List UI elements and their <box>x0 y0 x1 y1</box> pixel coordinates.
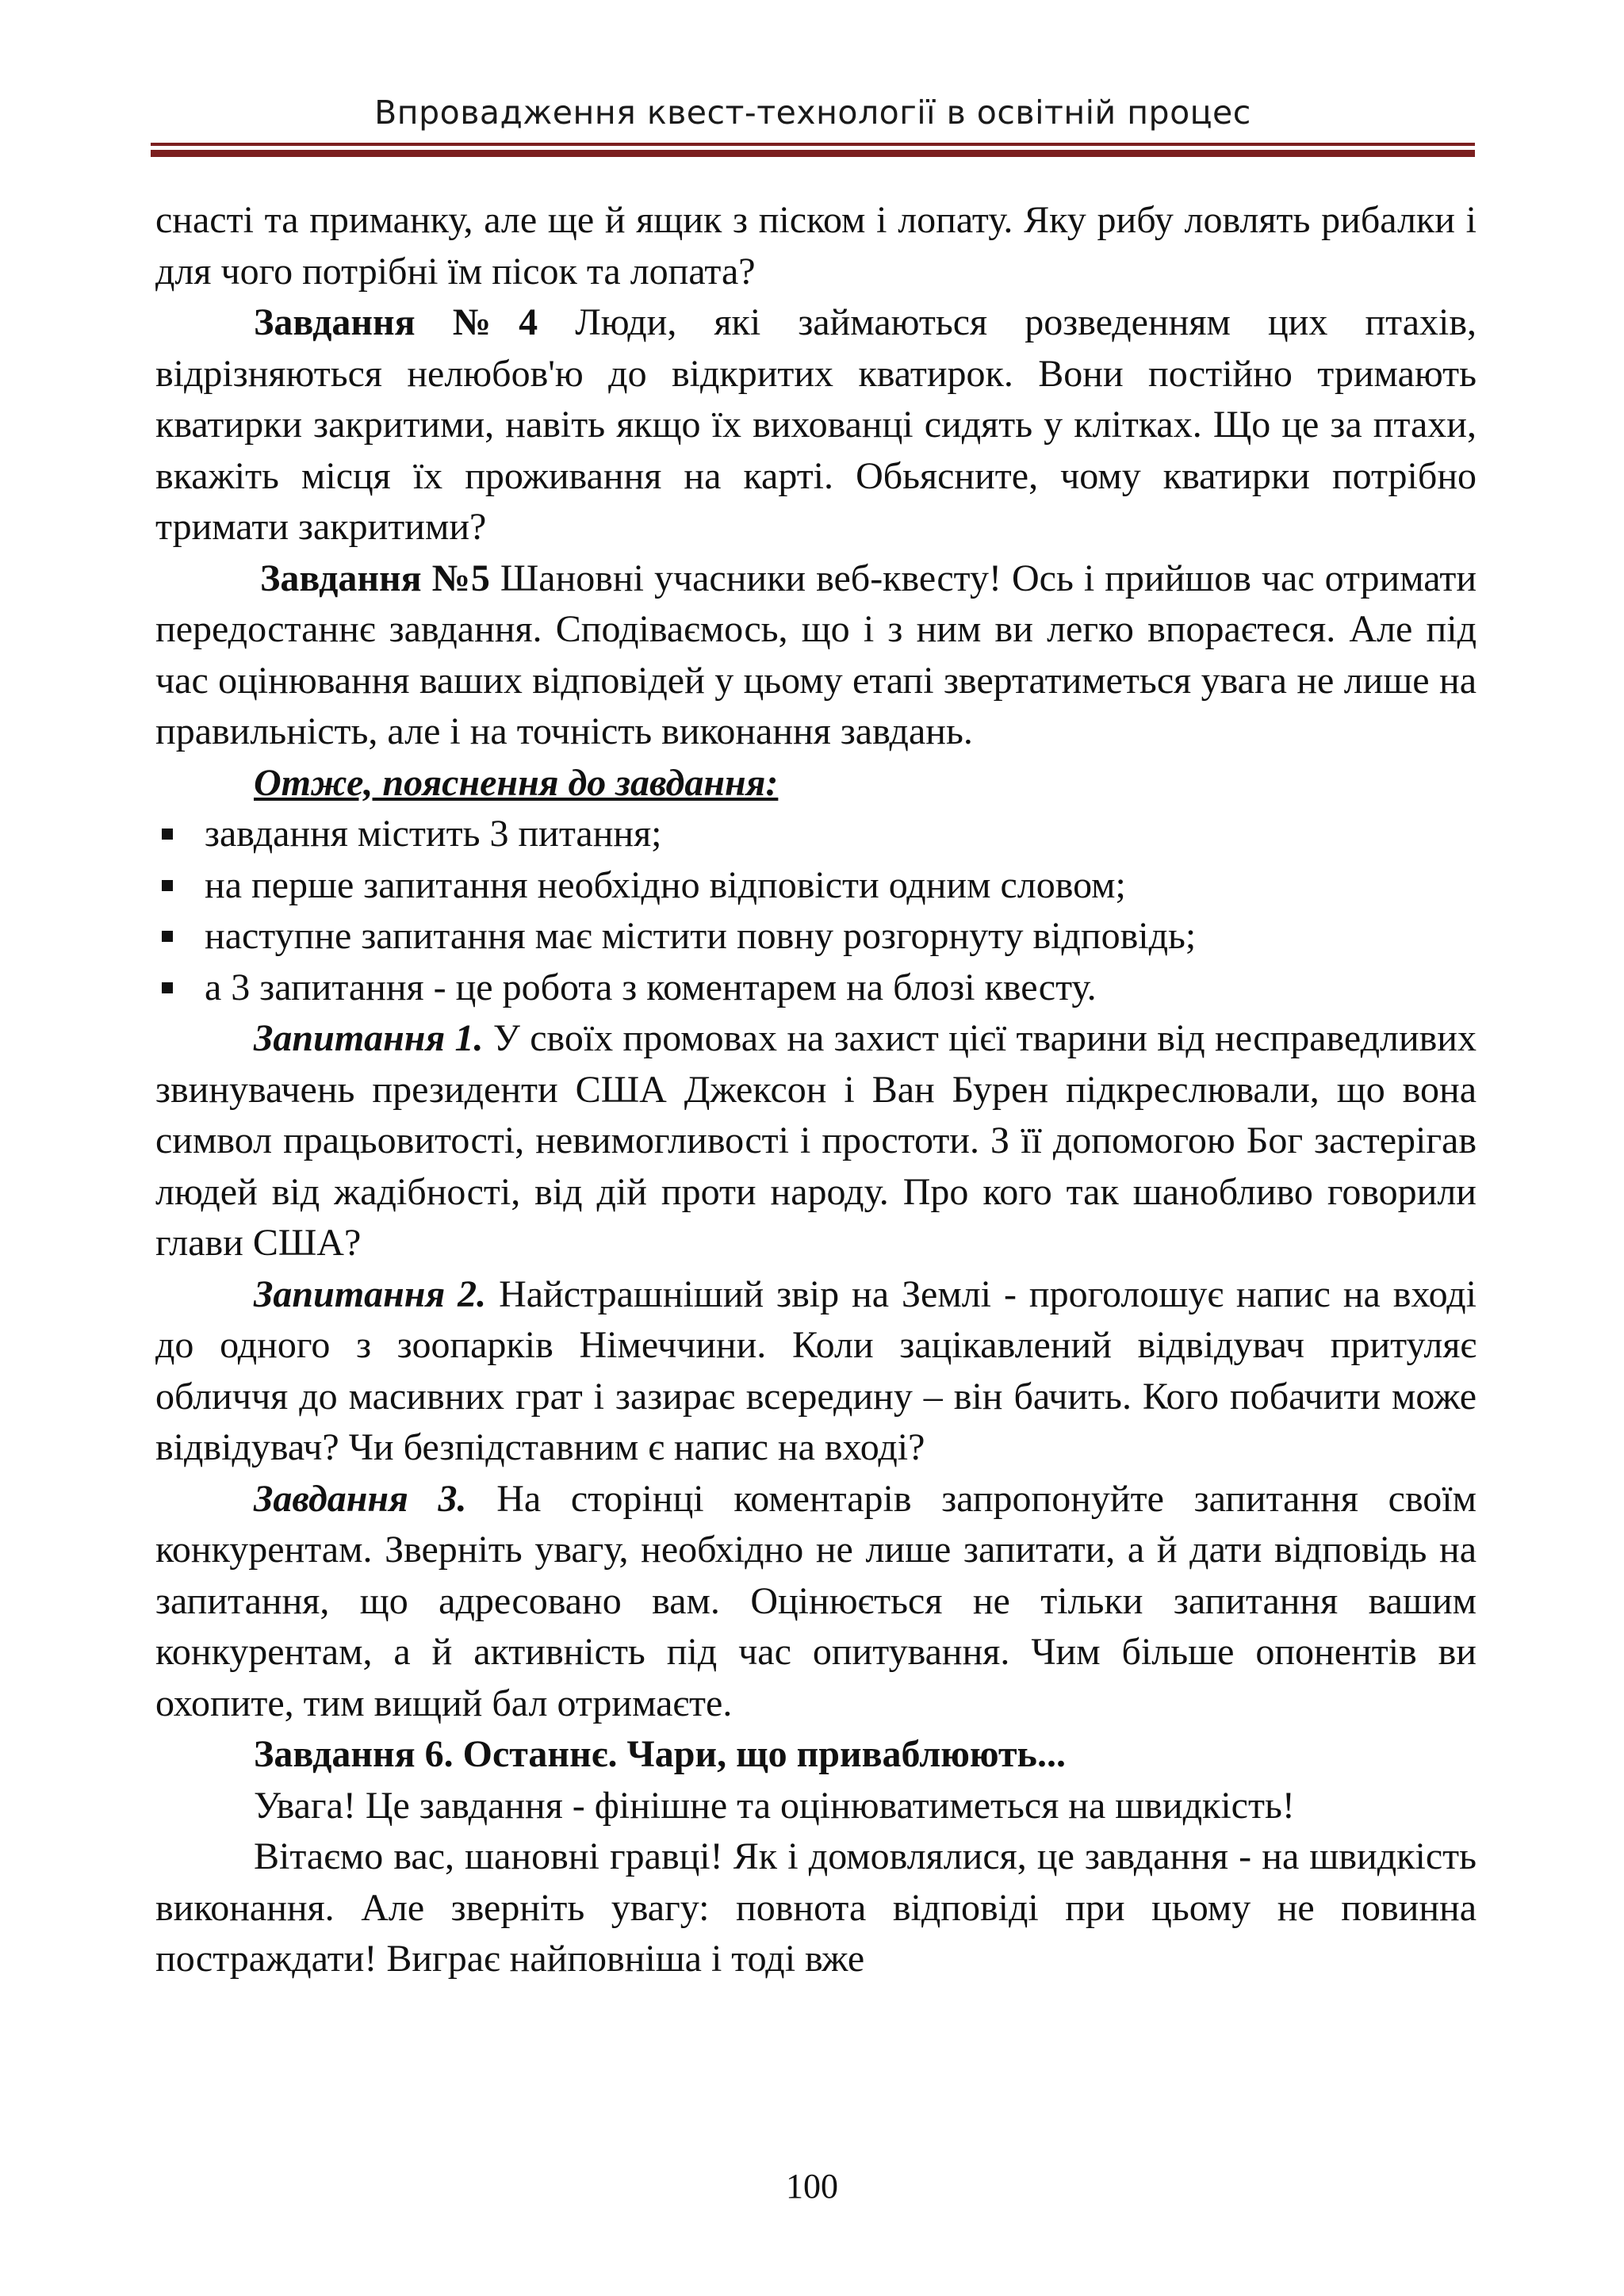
task-6-heading: Завдання 6. Останнє. Чари, що приваблюють... <box>254 1733 1066 1775</box>
question-2-label: Запитання 2. <box>254 1272 487 1315</box>
list-item <box>155 860 1477 912</box>
question-1-label: Запитання 1. <box>254 1017 484 1059</box>
bullet-list <box>155 809 1477 1013</box>
square-bullet-icon <box>162 982 173 993</box>
paragraph-continuation: снасті та приманку, але ще й ящик з піском і лопату. Яку рибу ловлять рибалки і для чого потрібні їм пісок та лопата? <box>155 199 1477 293</box>
task-6-note: Увага! Це завдання - фінішне та оцінюватиметься на швидкість! <box>254 1784 1295 1827</box>
task-3-paragraph <box>155 1474 1477 1730</box>
task-3-text: На сторінці коментарів запропонуйте запитання своїм конкурентам. Зверніть увагу, необхідно не лише запитати, а й дати відповідь на запитання, що адресовано вам. Оцінюється не тільки запитання вашим конкурентам, а й активність під час опитування. Чим більше опонентів ви охопите, тим вищий бал отримаєте. <box>155 1477 1477 1724</box>
square-bullet-icon <box>162 931 173 942</box>
list-item-text: на перше запитання необхідно відповісти одним словом; <box>205 863 1126 906</box>
explanation-heading-line <box>155 758 1477 809</box>
task-5-text: Шановні учасники веб-квесту! Ось і прийшов час отримати передостаннє завдання. Сподіваємось, що і з ним ви легко впораєтеся. Але під час оцінювання ваших відповідей у цьому етапі звертатиметься увага не лише на правильність, але і на точність виконання завдань. <box>155 557 1477 752</box>
task-3-label: Завдання 3. <box>254 1477 467 1520</box>
task-4-paragraph <box>155 297 1477 553</box>
square-bullet-icon <box>162 880 173 891</box>
list-item-text: наступне запитання має містити повну розгорнуту відповідь; <box>205 915 1197 957</box>
list-item <box>155 911 1477 962</box>
square-bullet-icon <box>162 828 173 840</box>
task-5-paragraph <box>155 553 1477 758</box>
question-2-text: Найстрашніший звір на Землі - проголошує напис на вході до одного з зоопарків Німеччини. Коли зацікавлений відвідувач притуляє обличчя до масивних грат і зазирає всередину – він бачить. Кого побачити може відвідувач? Чи безпідставним є напис на вході? <box>155 1272 1477 1468</box>
list-item-text: а 3 запитання - це робота з коментарем на блозі квесту. <box>205 966 1097 1008</box>
page-number: 100 <box>786 2167 838 2206</box>
question-1-paragraph <box>155 1013 1477 1269</box>
list-item <box>155 962 1477 1014</box>
list-item <box>155 809 1477 860</box>
page-body <box>155 195 1477 1985</box>
task-5-label: Завдання №5 <box>260 557 490 599</box>
explanation-heading: Отже, пояснення до завдання: <box>254 761 779 804</box>
running-header: Впровадження квест-технології в освітній процес <box>374 94 1251 132</box>
task-6-heading-line <box>155 1729 1477 1781</box>
task-4-label: Завдання №4 <box>254 301 538 343</box>
task-6-text: Вітаємо вас, шановні гравці! Як і домовлялися, це завдання - на швидкість виконання. Але зверніть увагу: повнота відповіді при цьому не повинна постраждати! Виграє найповніша і тоді вже <box>155 1835 1477 1980</box>
list-item-text: завдання містить 3 питання; <box>205 813 662 855</box>
header-rule-thick <box>151 150 1475 157</box>
task-4-text: Люди, які займаються розведенням цих птахів, відрізняються нелюбов'ю до відкритих кватирок. Вони постійно тримають кватирки закритими, навіть якщо їх вихованці сидять у клітках. Що це за птахи, вкажіть місця їх проживання на карті. Обьясните, чому кватирки потрібно тримати закритими? <box>155 301 1477 548</box>
question-1-text: У своїх промовах на захист цієї тварини від несправедливих звинувачень президенти США Джексон і Ван Бурен підкреслювали, що вона символ працьовитості, невимогливості і простоти. З її допомогою Бог застерігав людей від жадібності, від дій проти народу. Про кого так шанобливо говорили глави США? <box>155 1017 1477 1264</box>
question-2-paragraph <box>155 1269 1477 1474</box>
header-rule-thin <box>151 143 1475 146</box>
